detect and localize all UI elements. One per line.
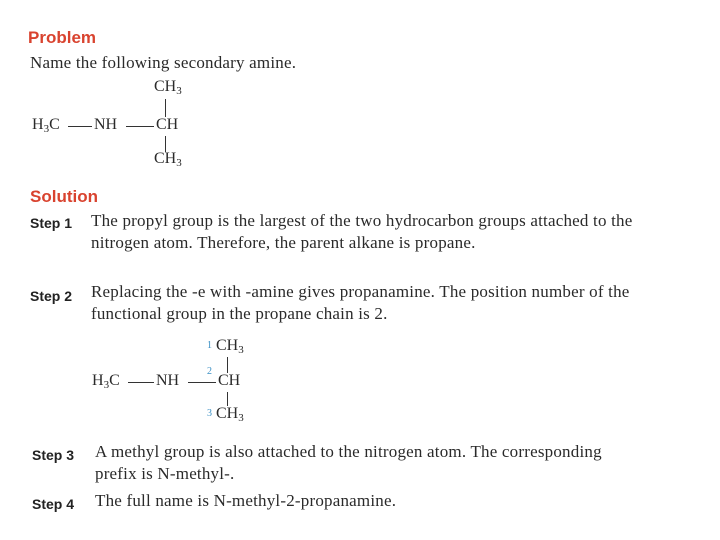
step-1-text: The propyl group is the largest of the two hydrocarbon groups attached to the nitrogen atom. Therefore, the parent alkane is propane. <box>91 211 633 252</box>
locant-3: 3 <box>207 408 212 419</box>
numbered-left-methyl: $H_3C$ <box>92 372 120 391</box>
center-carbon: CH <box>156 116 179 133</box>
step-3-text: A methyl group is also attached to the nitrogen atom. The corresponding prefix is N-methyl-. <box>95 442 602 483</box>
numbered-vertical-bond-top <box>227 357 228 373</box>
left-methyl: $H_3C$ <box>32 116 60 135</box>
numbered-top-methyl: $CH_3$ <box>216 337 244 356</box>
step-2-text: Replacing the -e with -amine gives propanamine. The position number of the functional group in the propane chain is 2. <box>91 282 630 323</box>
numbered-horizontal-bond-right <box>188 382 216 383</box>
numbered-horizontal-bond-left <box>128 382 154 383</box>
solution-heading: Solution <box>30 187 98 206</box>
numbered-bottom-methyl: $CH_3$ <box>216 405 244 424</box>
bottom-methyl: $CH_3$ <box>154 150 182 169</box>
top-methyl: $CH_3$ <box>154 78 182 97</box>
locant-1: 1 <box>207 340 212 351</box>
step-4-label: Step 4 <box>32 496 75 512</box>
step-3-label: Step 3 <box>32 447 75 463</box>
locant-2: 2 <box>207 366 212 377</box>
problem-heading: Problem <box>28 28 97 47</box>
step-4-text: The full name is N-methyl-2-propanamine. <box>95 491 397 510</box>
numbered-vertical-bond-bottom <box>227 392 228 406</box>
numbered-nitrogen-group: NH <box>156 372 180 389</box>
step-2-label: Step 2 <box>30 288 73 304</box>
step-1-label: Step 1 <box>30 215 73 231</box>
nitrogen-group: NH <box>94 116 118 133</box>
problem-prompt: Name the following secondary amine. <box>30 53 297 72</box>
numbered-center-carbon: CH <box>218 372 241 389</box>
